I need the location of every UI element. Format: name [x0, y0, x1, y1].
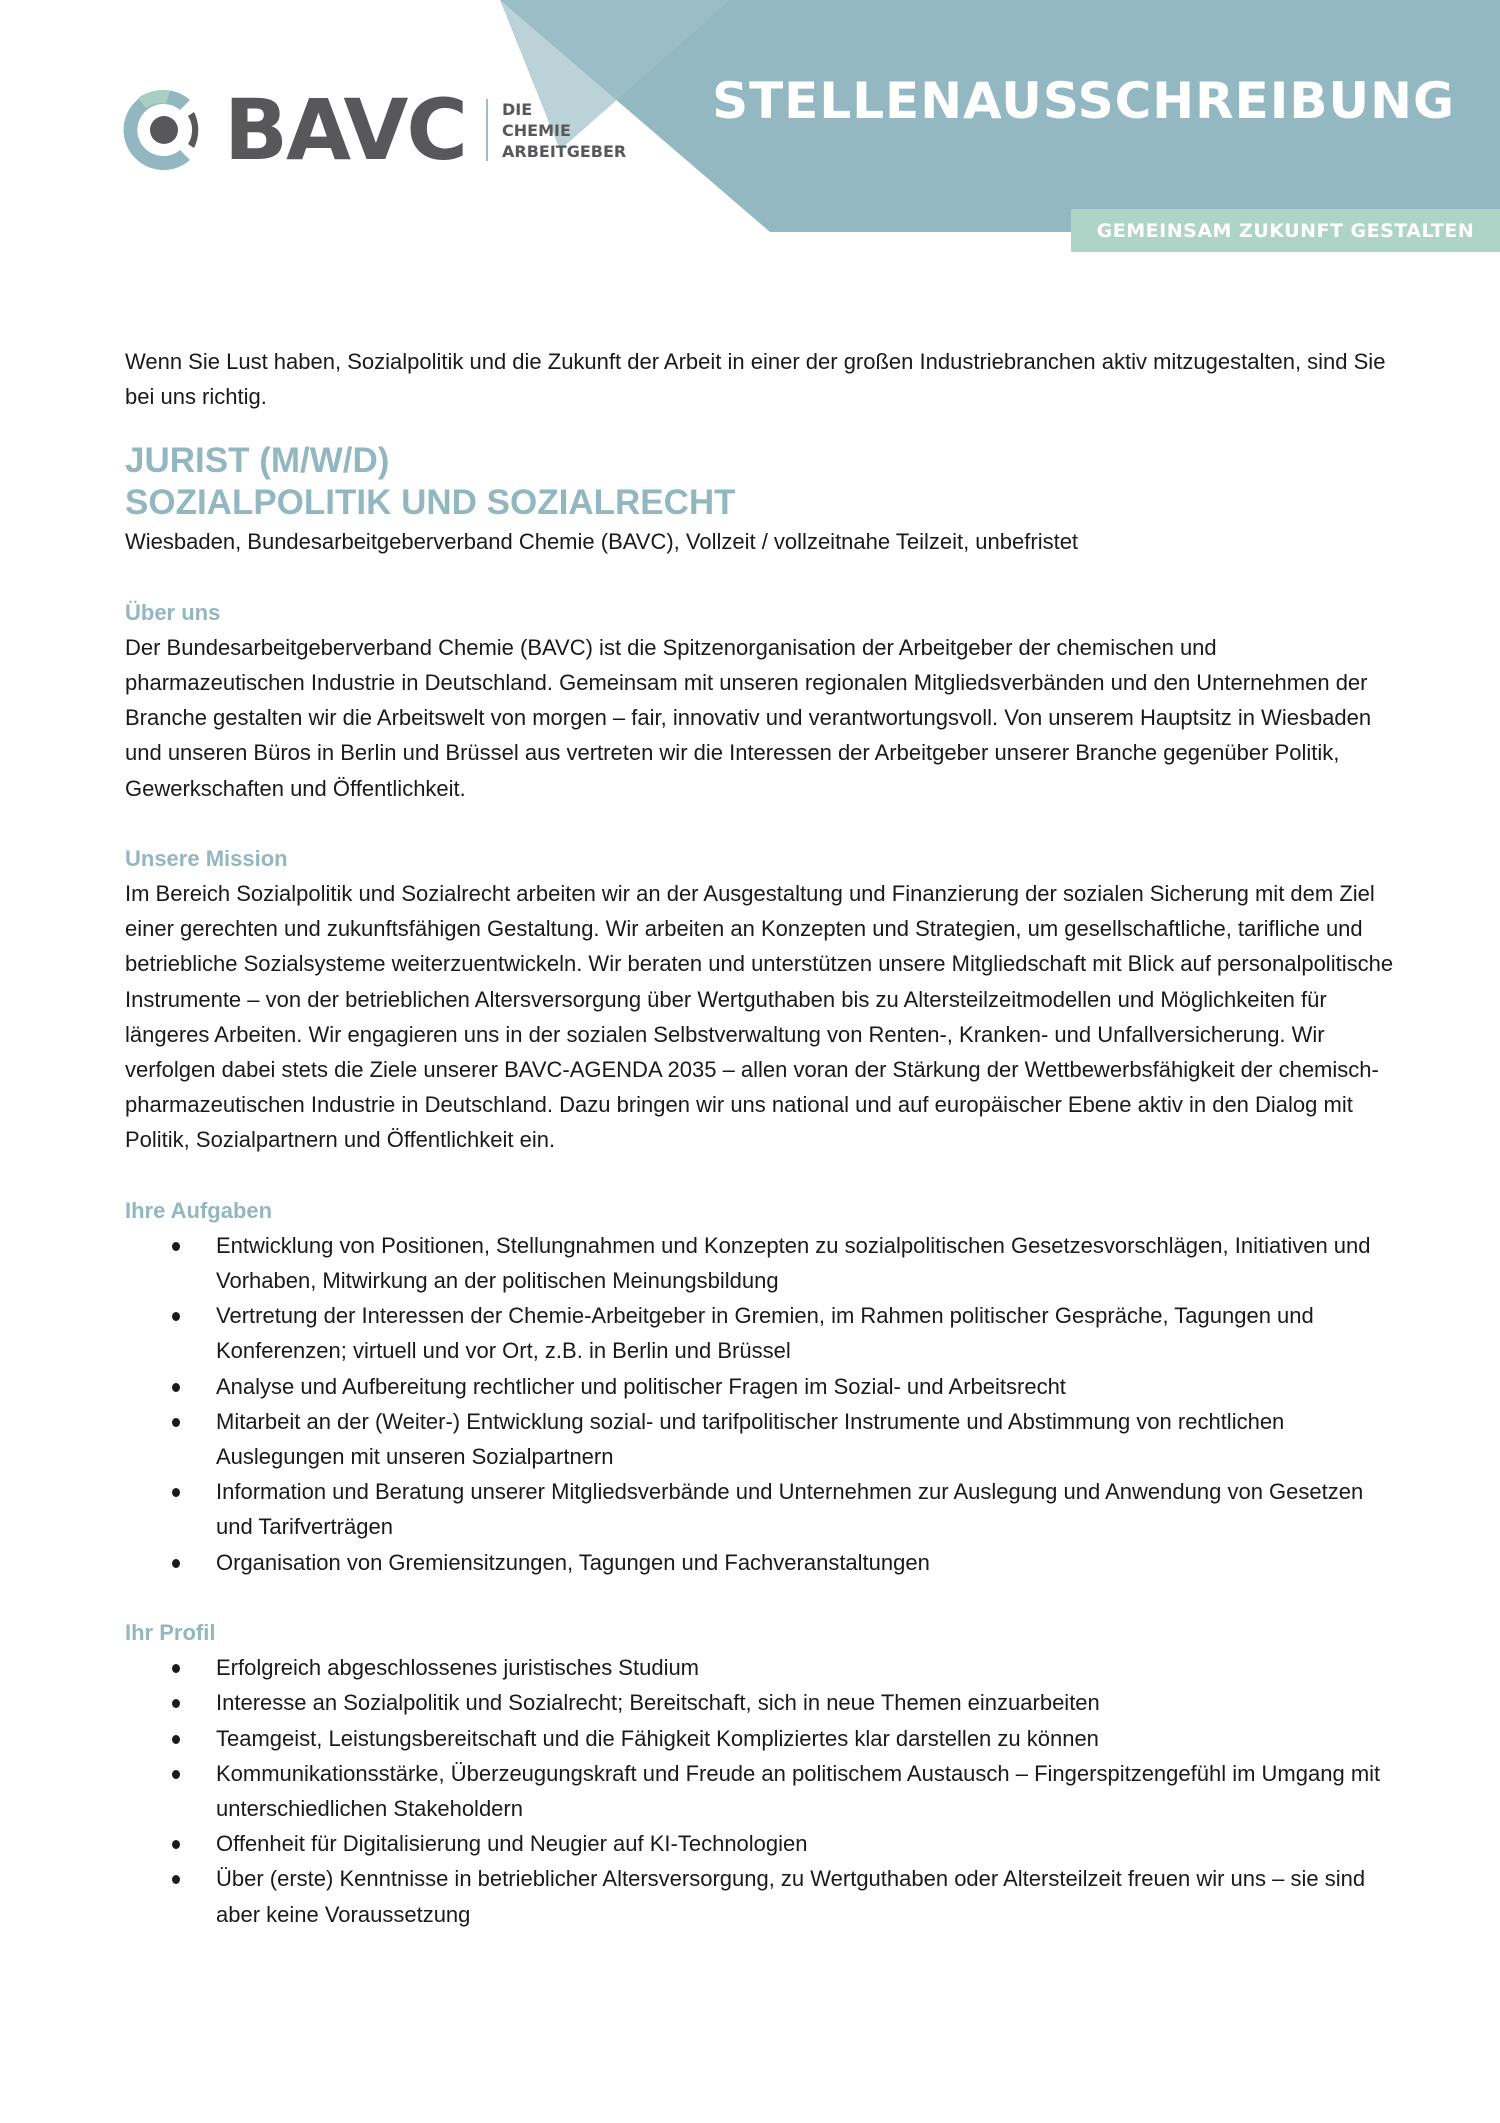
list-item — [125, 1404, 1395, 1474]
job-meta: Wiesbaden, Bundesarbeitgeberverband Chemie (BAVC), Vollzeit / vollzeitnahe Teilzeit, unbefristet — [125, 529, 1079, 555]
list-item-text: Offenheit für Digitalisierung und Neugier auf KI-Technologien — [216, 1831, 808, 1857]
list-item — [125, 1861, 1395, 1931]
list-item-text: Mitarbeit an der (Weiter-) Entwicklung sozial- und tarifpolitischer Instrumente und Abstimmung von rechtlichen Auslegungen mit unseren Sozialpartnern — [216, 1408, 1285, 1470]
bullet-icon — [172, 1699, 180, 1708]
job-title-line1: JURIST (M/W/D) — [125, 441, 390, 481]
section-heading: Ihr Profil — [125, 1619, 216, 1645]
tagline-text: GEMEINSAM ZUKUNFT GESTALTEN — [1096, 219, 1475, 242]
list-item — [125, 1826, 1395, 1861]
logo-sub-line: DIE — [502, 99, 533, 119]
section-heading: Ihre Aufgaben — [125, 1197, 273, 1223]
list-item — [125, 1545, 1395, 1580]
list-item-text: Information und Beratung unserer Mitgliedsverbände und Unternehmen zur Auslegung und Anwendung von Gesetzen und Tarifverträgen — [216, 1479, 1364, 1540]
section-text: Im Bereich Sozialpolitik und Sozialrecht arbeiten wir an der Ausgestaltung und Finanzierung der sozialen Sicherung mit dem Ziel einer gerechten und zukunftsfähigen Gestaltung. Wir arbeiten an Konzepten und Strategien, um gesellschaftliche, tarifliche und betriebliche Sozialsysteme weiterzuentwickeln. Wir beraten und unterstützen unsere Mitgliedschaft mit Blick auf personalpolitische Instrumente – von der betrieblichen Altersversorgung über Wertguthaben bis zu Altersteilzeitmodellen und Möglichkeiten für längeres Arbeiten. Wir engagieren uns in der sozialen Selbstverwaltung von Renten-, Kranken- und Unfallversicherung. Wir verfolgen dabei stets die Ziele unserer BAVC-AGENDA 2035 – allen voran der Stärkung der Wettbewerbsfähigkeit der chemisch-pharmazeutischen Industrie in Deutschland. Dazu bringen wir uns national und auf europäischer Ebene aktiv in den Dialog mit Politik, Sozialpartnern und Öffentlichkeit ein. — [125, 881, 1394, 1153]
profile-list — [125, 1650, 1395, 1932]
list-item — [125, 1721, 1395, 1756]
logo-divider — [486, 99, 488, 161]
bullet-icon — [172, 1383, 180, 1392]
list-item-text: Über (erste) Kenntnisse in betrieblicher Altersversorgung, zu Wertguthaben oder Altersteilzeit freuen wir uns – sie sind aber keine Voraussetzung — [216, 1866, 1366, 1927]
logo-wordmark: BAVC — [224, 81, 466, 179]
logo-sub-line: CHEMIE — [502, 120, 571, 140]
list-item-text: Teamgeist, Leistungsbereitschaft und die Fähigkeit Kompliziertes klar darstellen zu können — [216, 1725, 1099, 1751]
list-item — [125, 1650, 1395, 1685]
section-tasks — [125, 1193, 1395, 1580]
list-item — [125, 1369, 1395, 1404]
list-item-text: Vertretung der Interessen der Chemie-Arbeitgeber in Gremien, im Rahmen politischer Gespräche, Tagungen und Konferenzen; virtuell und vor Ort, z.B. in Berlin und Brüssel — [216, 1303, 1314, 1364]
bullet-icon — [172, 1664, 180, 1673]
section-heading: Unsere Mission — [125, 845, 288, 871]
list-item-text: Interesse an Sozialpolitik und Sozialrecht; Bereitschaft, sich in neue Themen einzuarbeiten — [216, 1690, 1100, 1716]
job-title-line2: SOZIALPOLITIK UND SOZIALRECHT — [125, 483, 736, 523]
bullet-icon — [172, 1875, 180, 1884]
list-item-text: Kommunikationsstärke, Überzeugungskraft und Freude an politischem Austausch – Fingerspitzengefühl im Umgang mit unterschiedlichen Stakeholdern — [216, 1760, 1381, 1821]
bullet-icon — [172, 1488, 180, 1497]
section-heading: Über uns — [125, 599, 221, 625]
list-item — [125, 1756, 1395, 1826]
section-about — [125, 595, 1395, 806]
bavc-ring-logo-icon — [118, 84, 210, 176]
tasks-list — [125, 1228, 1395, 1580]
section-text: Der Bundesarbeitgeberverband Chemie (BAVC) ist die Spitzenorganisation der Arbeitgeber der chemischen und pharmazeutischen Industrie in Deutschland. Gemeinsam mit unseren regionalen Mitgliedsverbänden und den Unternehmen der Branche gestalten wir die Arbeitswelt von morgen – fair, innovativ und verantwortungsvoll. Von unserem Hauptsitz in Wiesbaden und unseren Büros in Berlin und Brüssel aus vertreten wir die Interessen der Arbeitgeber unserer Branche gegenüber Politik, Gewerkschaften und Öffentlichkeit. — [125, 634, 1372, 801]
list-item — [125, 1685, 1395, 1720]
bavc-logo — [118, 81, 627, 179]
list-item-text: Analyse und Aufbereitung rechtlicher und politischer Fragen im Sozial- und Arbeitsrecht — [216, 1373, 1066, 1399]
list-item — [125, 1474, 1395, 1544]
list-item — [125, 1298, 1395, 1368]
logo-subtitle — [502, 99, 626, 162]
bullet-icon — [172, 1242, 180, 1251]
page-title: STELLENAUSSCHREIBUNG — [712, 72, 1455, 130]
list-item — [125, 1228, 1395, 1298]
document-body — [125, 344, 1395, 1932]
tagline-banner — [1071, 209, 1500, 252]
bullet-icon — [172, 1840, 180, 1849]
intro-paragraph: Wenn Sie Lust haben, Sozialpolitik und die Zukunft der Arbeit in einer der großen Industriebranchen aktiv mitzugestalten, sind Sie bei uns richtig. — [125, 349, 1386, 410]
section-profile — [125, 1615, 1395, 1932]
bullet-icon — [172, 1735, 180, 1744]
list-item-text: Entwicklung von Positionen, Stellungnahmen und Konzepten zu sozialpolitischen Gesetzesvorschlägen, Initiativen und Vorhaben, Mitwirkung an der politischen Meinungsbildung — [216, 1232, 1371, 1294]
list-item-text: Organisation von Gremiensitzungen, Tagungen und Fachveranstaltungen — [216, 1549, 930, 1575]
logo-sub-line: ARBEITGEBER — [502, 141, 627, 161]
section-mission — [125, 841, 1395, 1158]
list-item-text: Erfolgreich abgeschlossenes juristisches Studium — [216, 1655, 700, 1681]
bullet-icon — [172, 1770, 180, 1779]
bullet-icon — [172, 1559, 180, 1568]
bullet-icon — [172, 1312, 180, 1321]
bullet-icon — [172, 1418, 180, 1427]
